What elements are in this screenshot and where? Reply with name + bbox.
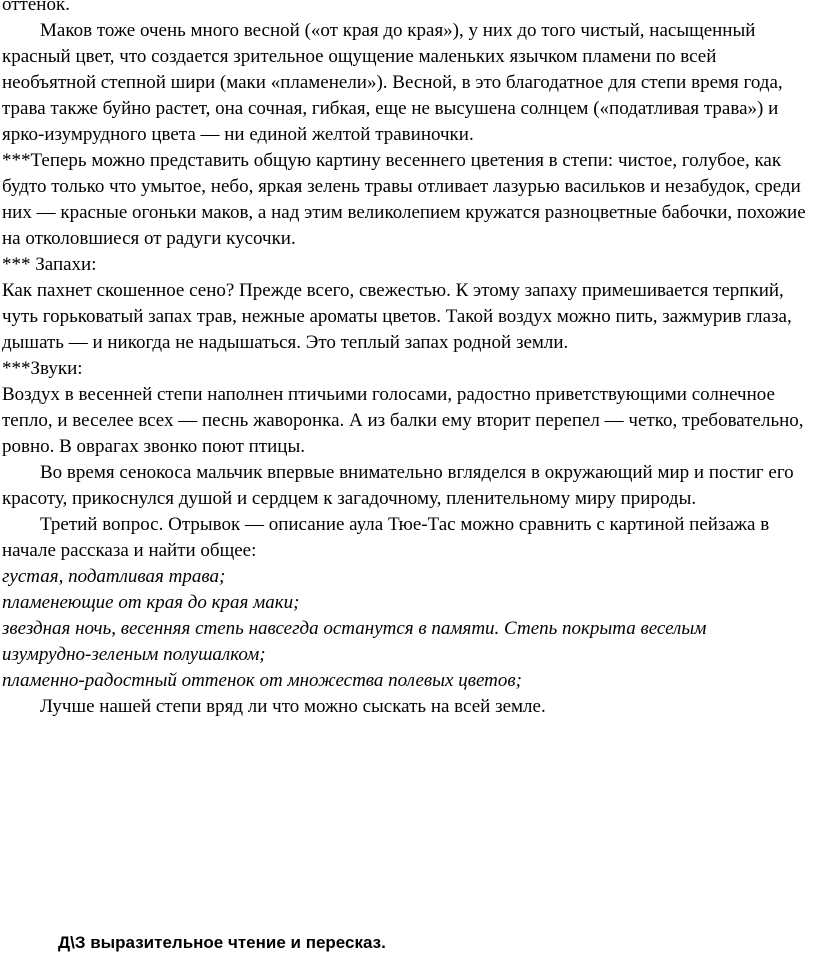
paragraph-haymaking: Во время сенокоса мальчик впервые внимательно вгляделся в окружающий мир и постиг его красоту, прикоснулся душой и сердцем к загадочному, пленительному миру природы.: [2, 462, 794, 509]
paragraph-spring-picture: ***Теперь можно представить общую картину весеннего цветения в степи: чистое, голубое, как будто только что умытое, небо, яркая зелень травы отливает лазурью васильков и незабудок, среди них — красные огоньки маков, а над этим великолепием кружатся разноцветные бабочки, похожие на отколовшиеся от радуги кусочки.: [2, 150, 806, 249]
paragraph-third-question: Третий вопрос. Отрывок — описание аула Тюе-Тас можно сравнить с картиной пейзажа в начале рассказа и найти общее:: [2, 514, 770, 561]
paragraph-smells: Как пахнет скошенное сено? Прежде всего, свежестью. К этому запаху примешивается терпкий, чуть горьковатый запах трав, нежные ароматы цветов. Такой воздух можно пить, зажмурив глаза, дышать — и никогда не надышаться. Это теплый запах родной земли.: [2, 280, 792, 353]
paragraph-sounds: Воздух в весенней степи наполнен птичьими голосами, радостно приветствующими солнечное тепло, и веселее всех — песнь жаворонка. А из балки ему вторит перепел — четко, требовательно, ровно. В оврагах звонко поют птицы.: [2, 384, 804, 457]
homework-note: Д\З выразительное чтение и пересказ.: [58, 933, 386, 952]
italic-line-3: звездная ночь, весенняя степь навсегда останутся в памяти. Степь покрыта веселым: [2, 618, 707, 639]
paragraph-poppies: Маков тоже очень много весной («от края до края»), у них до того чистый, насыщенный красный цвет, что создается зрительное ощущение маленьких язычком пламени по всей необъятной степной шири (маки «пламенели»). Весной, в это благодатное для степи время года, трава также буйно растет, она сочная, гибкая, еще не высушена солнцем («податливая трава») и ярко-изумрудного цвета — ни единой желтой травиночки.: [2, 20, 783, 145]
italic-line-2: пламенеющие от края до края маки;: [2, 592, 300, 613]
heading-sounds: ***Звуки:: [2, 358, 83, 379]
italic-line-5: пламенно-радостный оттенок от множества полевых цветов;: [2, 670, 522, 691]
paragraph-1: оттенок.: [2, 0, 70, 15]
italic-line-1: густая, податливая трава;: [2, 566, 226, 587]
paragraph-conclusion: Лучше нашей степи вряд ли что можно сыскать на всей земле.: [40, 696, 546, 717]
heading-smells: *** Запахи:: [2, 254, 97, 275]
italic-line-4: изумрудно-зеленым полушалком;: [2, 644, 266, 665]
